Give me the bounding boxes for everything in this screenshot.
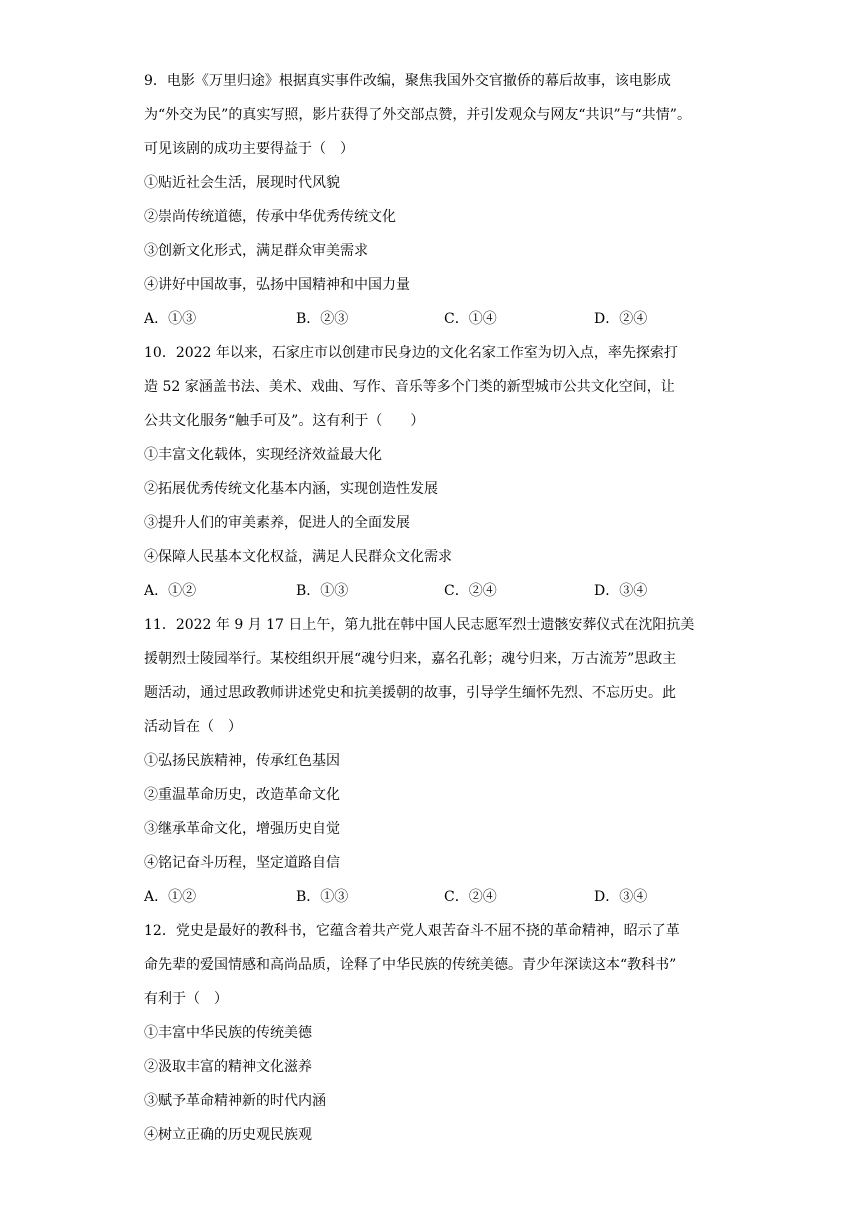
question-9 (144, 64, 724, 336)
statement-item: ①丰富中华民族的传统美德 (144, 1025, 312, 1041)
question-stem-line: 公共文化服务“触手可及”。这有利于（ ） (144, 413, 425, 429)
question-stem-line: 援朝烈士陵园举行。某校组织开展“魂兮归来，嘉名孔彰；魂兮归来，万古流芳”思政主 (144, 651, 677, 667)
option-b: B．①③ (296, 583, 349, 599)
question-12 (144, 914, 724, 1152)
question-stem-line: 10．2022 年以来，石家庄市以创建市民身边的文化名家工作室为切入点，率先探索打 (144, 345, 678, 361)
statement-item: ③继承革命文化，增强历史自觉 (144, 821, 340, 837)
question-10 (144, 336, 724, 608)
answer-options (144, 302, 724, 336)
statement-item: ③创新文化形式，满足群众审美需求 (144, 243, 368, 259)
option-b: B．②③ (296, 311, 349, 327)
option-d: D．③④ (594, 889, 648, 905)
statement-item: ③提升人们的审美素养，促进人的全面发展 (144, 515, 410, 531)
statement-item: ④讲好中国故事，弘扬中国精神和中国力量 (144, 277, 410, 293)
statement-item: ①贴近社会生活，展现时代风貌 (144, 175, 340, 191)
answer-options (144, 880, 724, 914)
option-c: C．②④ (444, 583, 497, 599)
statement-item: ①丰富文化载体，实现经济效益最大化 (144, 447, 382, 463)
answer-options (144, 574, 724, 608)
option-c: C．②④ (444, 889, 497, 905)
statement-item: ④保障人民基本文化权益，满足人民群众文化需求 (144, 549, 452, 565)
statement-item: ④铭记奋斗历程，坚定道路自信 (144, 855, 340, 871)
option-d: D．③④ (594, 583, 648, 599)
statement-item: ③赋予革命精神新的时代内涵 (144, 1093, 326, 1109)
statement-item: ①弘扬民族精神，传承红色基因 (144, 753, 340, 769)
statement-item: ②汲取丰富的精神文化滋养 (144, 1059, 312, 1075)
question-stem-line: 活动旨在（ ） (144, 719, 242, 735)
question-stem-line: 9．电影《万里归途》根据真实事件改编，聚焦我国外交官撤侨的幕后故事，该电影成 (144, 73, 671, 89)
option-a: A．①② (144, 889, 197, 905)
statement-item: ②重温革命历史，改造革命文化 (144, 787, 340, 803)
option-b: B．①③ (296, 889, 349, 905)
statement-item: ②拓展优秀传统文化基本内涵，实现创造性发展 (144, 481, 438, 497)
question-stem-line: 命先辈的爱国情感和高尚品质，诠释了中华民族的传统美德。青少年深读这本“教科书” (144, 957, 677, 973)
exam-page (144, 64, 724, 1152)
question-stem-line: 可见该剧的成功主要得益于（ ） (144, 141, 354, 157)
question-11 (144, 608, 724, 914)
option-c: C．①④ (444, 311, 497, 327)
option-d: D．②④ (594, 311, 648, 327)
statement-item: ④树立正确的历史观民族观 (144, 1127, 312, 1143)
question-stem-line: 为“外交为民”的真实写照，影片获得了外交部点赞，并引发观众与网友“共识”与“共情”。 (144, 107, 691, 123)
question-stem-line: 有利于（ ） (144, 991, 228, 1007)
question-stem-line: 11．2022 年 9 月 17 日上午，第九批在韩中国人民志愿军烈士遗骸安葬仪式在沈阳抗美 (144, 617, 695, 633)
option-a: A．①② (144, 583, 197, 599)
statement-item: ②崇尚传统道德，传承中华优秀传统文化 (144, 209, 396, 225)
option-a: A．①③ (144, 311, 197, 327)
question-stem-line: 造 52 家涵盖书法、美术、戏曲、写作、音乐等多个门类的新型城市公共文化空间，让 (144, 379, 675, 395)
question-stem-line: 题活动，通过思政教师讲述党史和抗美援朝的故事，引导学生缅怀先烈、不忘历史。此 (144, 685, 676, 701)
question-stem-line: 12．党史是最好的教科书，它蕴含着共产党人艰苦奋斗不屈不挠的革命精神，昭示了革 (144, 923, 680, 939)
